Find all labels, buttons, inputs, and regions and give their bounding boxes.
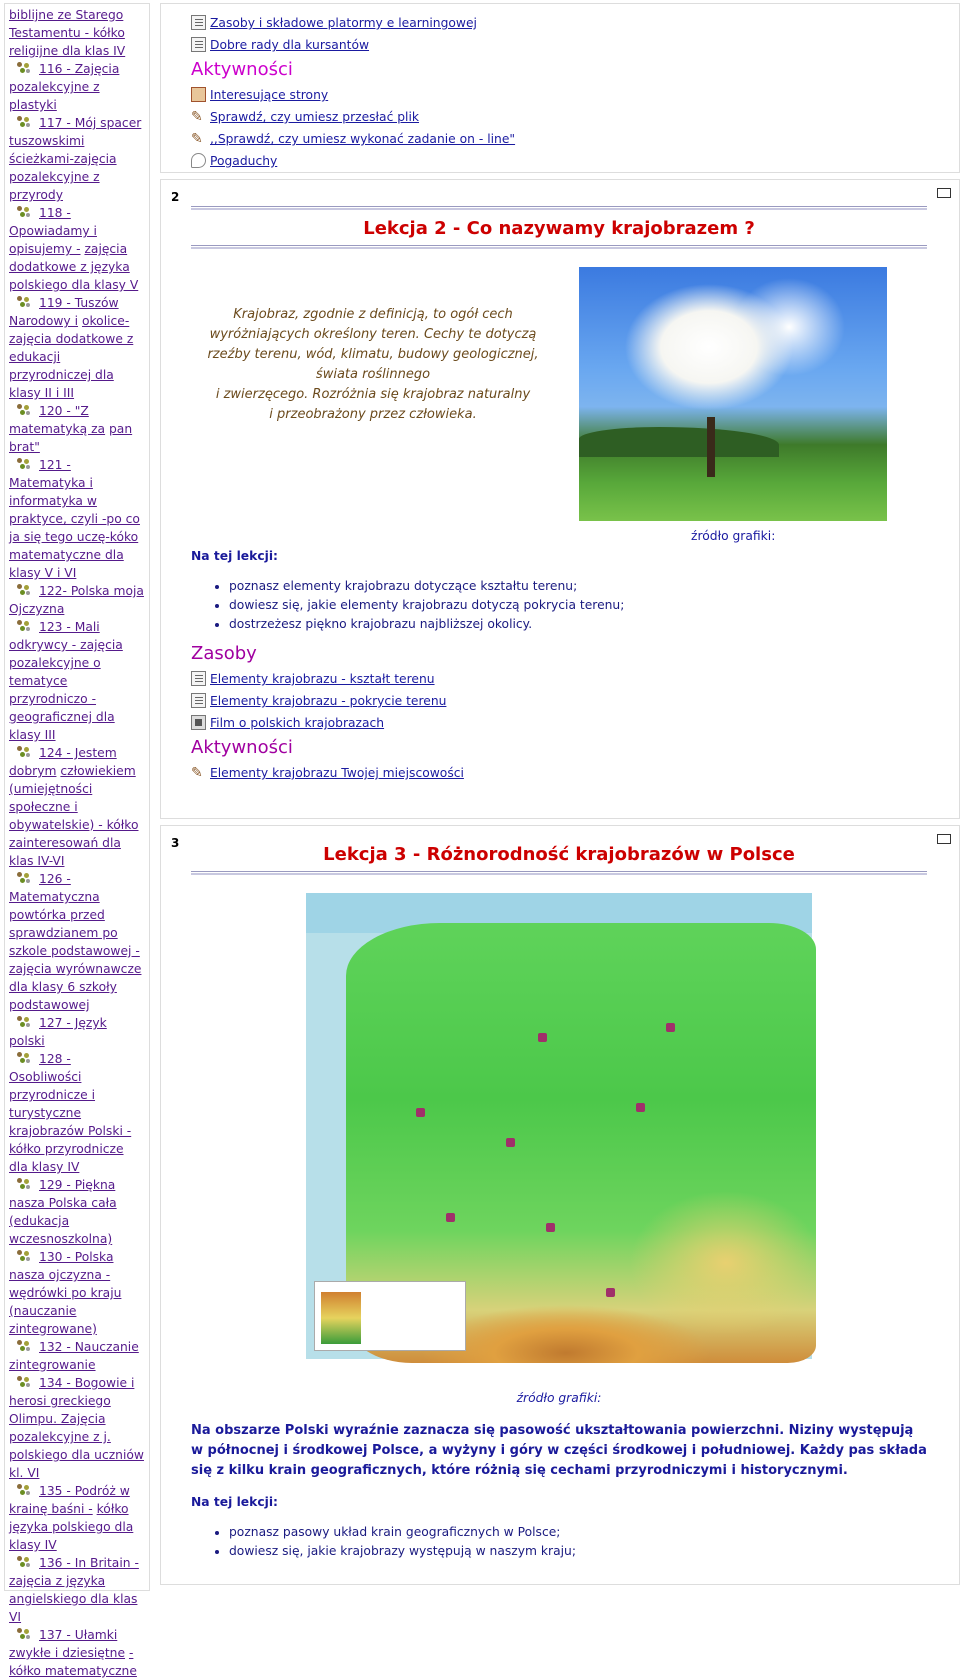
intro-line: rzeźby terenu, wód, klimatu, budowy geologicznej, [207,347,539,362]
course-icon [17,1556,31,1568]
course-link[interactable]: 132 - Nauczanie zintegrowanie [9,1340,139,1372]
document-icon [191,15,206,30]
main-content [160,3,960,1591]
course-link[interactable]: 129 - Piękna nasza Polska cała [9,1178,117,1210]
activity-label: Pogaduchy [210,154,278,168]
course-icon [17,1016,31,1028]
course-link-continued[interactable]: - kółko matematyczne [9,1646,137,1678]
intro-line: wyróżniających określony teren. Cechy te dotyczą [209,327,537,342]
course-icon [17,1628,31,1640]
section-number: 2 [171,190,180,204]
course-item [9,744,145,870]
course-item [9,1338,145,1374]
lesson-title: Lekcja 3 - Różnorodność krajobrazów w Polsce [323,844,795,865]
course-icon [17,1484,31,1496]
course-item [9,1050,145,1176]
course-link[interactable]: 123 - Mali odkrywcy - zajęcia [9,620,123,652]
course-icon [17,458,31,470]
course-link-continued[interactable]: kółko języka polskiego dla klasy IV [9,1502,134,1552]
poland-map [191,893,927,1359]
activity-label: Elementy krajobrazu Twojej miejscowości [210,766,464,780]
divider [191,871,927,875]
resources-heading: Zasoby [191,643,257,664]
source-info [691,529,775,543]
course-link-continued[interactable]: Olimpu. Zajęcia pozalekcyjne z j. polskiego dla uczniów kl. VI [9,1412,144,1480]
course-link[interactable]: 116 - Zajęcia pozalekcyjne z [9,62,120,94]
course-item [9,402,145,456]
lesson-intro [191,267,555,523]
course-icon [17,116,31,128]
course-item [9,114,145,204]
activity-link[interactable] [191,84,927,106]
section-number: 3 [171,836,180,850]
chat-icon [191,153,206,168]
course-list [9,60,145,1680]
course-icon [17,1340,31,1352]
course-link[interactable]: 122- Polska moja Ojczyzna [9,584,144,616]
lesson-description: Na obszarze Polski wyraźnie zaznacza się pasowość ukształtowania powierzchni. Niziny występują w północnej i środkowej Polsce, a wyżyny i góry w części środkowej i południowej. Każdy pas składa się z kilku krain geograficznych, które różnią się cechami przyrodniczymi i historycznymi. [191,1423,927,1478]
assignment-icon [191,109,206,124]
landscape-photo [579,267,887,523]
course-link-continued[interactable]: okolice-zajęcia dodatkowe z edukacji przyrodniczej dla klasy II i III [9,314,134,400]
course-link[interactable]: 119 - Tuszów Narodowy i [9,296,119,328]
section-1 [160,3,960,173]
course-link-continued[interactable]: angielskiego dla klas VI [9,1592,138,1624]
course-item [9,1248,145,1338]
course-link[interactable]: 120 - "Z matematyką za [9,404,106,436]
course-link[interactable]: 135 - Podróż w krainę baśni - [9,1484,130,1516]
image-source-link[interactable]: źródło grafiki: [516,1391,602,1405]
course-item [9,1374,145,1482]
resource-label: Elementy krajobrazu - kształt terenu [210,672,435,686]
activity-label: Interesujące strony [210,88,329,102]
highlight-toggle-icon[interactable] [937,834,951,844]
course-icon [17,1178,31,1190]
course-link-continued[interactable]: zajęcia dodatkowe z języka polskiego dla klasy V [9,242,139,292]
course-item [9,60,145,114]
section-3 [160,825,960,1585]
lesson-goals-list [191,1523,927,1561]
resource-link[interactable] [191,690,927,712]
course-link-continued[interactable]: praktyce, czyli -po co ja się tego uczę-kóko matematyczne dla klasy V i VI [9,512,140,580]
resource-link[interactable] [191,712,927,734]
course-icon [17,296,31,308]
course-item [9,1554,145,1626]
course-link-continued[interactable]: turystyczne krajobrazów Polski - kółko przyrodnicze dla klasy IV [9,1106,132,1174]
course-link[interactable]: 126 - Matematyczna [9,872,100,904]
list-item: • dowiesz się, jakie krajobrazy występują w naszym kraju; [229,1542,927,1561]
course-item [9,1482,145,1554]
course-item [9,456,145,582]
course-icon [17,620,31,632]
course-link-continued[interactable]: człowiekiem (umiejętności społeczne i obywatelskie) - kółko zainteresowań dla klas IV-VI [9,764,139,868]
film-icon [191,715,206,730]
activity-label: ,,Sprawdź, czy umiesz wykonać zadanie on - line" [210,132,516,146]
resource-label: Zasoby i składowe platormy e learningowej [210,16,477,30]
list-item: • dowiesz się, jakie elementy krajobrazu dotyczą pokrycia terenu; [229,596,927,615]
activity-link[interactable] [191,762,927,784]
course-icon [17,746,31,758]
course-link-continued[interactable]: wędrówki po kraju (nauczanie zintegrowane) [9,1286,122,1336]
intro-line: Krajobraz, zgodnie z definicją, to ogół cech [233,307,513,322]
lesson-goals-label: Na tej lekcji: [191,1495,278,1509]
course-icon [17,404,31,416]
course-icon [17,62,31,74]
document-icon [191,693,206,708]
course-list-sidebar [4,3,150,1678]
course-item [9,618,145,744]
intro-line: i przeobrażony przez człowieka. [269,407,477,422]
activity-label: Sprawdź, czy umiesz przesłać plik [210,110,420,124]
course-icon [17,1052,31,1064]
course-link-continued[interactable]: powtórka przed sprawdzianem po szkole podstawowej - zajęcia wyrównawcze dla klasy 6 szkoły podstawowej [9,908,142,1012]
course-link-continued[interactable]: plastyki [9,98,57,112]
course-item [9,1176,145,1248]
course-icon [17,872,31,884]
course-icon [17,1376,31,1388]
course-item [9,1014,145,1050]
list-item: • dostrzeżesz piękno krajobrazu najbliższej okolicy. [229,615,927,634]
course-link[interactable]: 117 - Mój spacer tuszowskimi [9,116,142,148]
resource-link[interactable] [191,668,927,690]
course-link[interactable]: 121 - Matematyka i informatyka w [9,458,97,508]
course-link-continued[interactable]: ścieżkami-zajęcia pozalekcyjne z przyrody [9,152,117,202]
list-item: • poznasz elementy krajobrazu dotyczące kształtu terenu; [229,577,927,596]
activities-heading: Aktywności [191,59,293,80]
lesson-title: Lekcja 2 - Co nazywamy krajobrazem ? [363,218,755,239]
resource-label: Film o polskich krajobrazach [210,716,385,730]
assignment-icon [191,131,206,146]
lesson-goals-label: Na tej lekcji: [191,549,278,563]
course-link-continued[interactable]: (edukacja wczesnoszkolna) [9,1214,113,1246]
highlight-toggle-icon[interactable] [937,188,951,198]
course-icon [17,584,31,596]
course-item [9,1626,145,1680]
course-link[interactable]: 134 - Bogowie i herosi greckiego [9,1376,135,1408]
course-link-continued[interactable]: pozalekcyjne o tematyce przyrodniczo - geograficznej dla klasy III [9,656,115,742]
course-link[interactable]: 137 - Ułamki zwykłe i dziesiętne [9,1628,126,1660]
assignment-icon [191,765,206,780]
activity-link[interactable] [191,128,927,150]
activities-heading: Aktywności [191,737,293,758]
course-icon [17,1250,31,1262]
course-link[interactable]: 130 - Polska nasza ojczyzna - [9,1250,114,1282]
map-legend [314,1281,466,1351]
source-suffix: : [771,529,776,543]
course-link[interactable]: 118 - Opowiadamy i opisujemy - [9,206,97,256]
course-link[interactable]: 127 - Język polski [9,1016,107,1048]
resource-label: Dobre rady dla kursantów [210,38,370,52]
course-link[interactable]: 136 - In Britain - zajęcia z języka [9,1556,139,1588]
intro-line: świata roślinnego [315,367,431,382]
intro-line: i zwierzęcego. Rozróżnia się krajobraz naturalny [215,387,531,402]
course-icon [17,206,31,218]
course-link-continued[interactable]: pan brat" [9,422,133,454]
image-source-link[interactable]: źródło grafiki [691,529,772,543]
document-icon [191,37,206,52]
course-link[interactable]: 124 - Jestem dobrym [9,746,117,778]
course-item [9,870,145,1014]
course-link-intro[interactable]: biblijne ze Starego Testamentu - kółko religijne dla klas IV [9,8,126,58]
course-item [9,582,145,618]
resource-link[interactable] [191,12,927,34]
divider [191,245,927,249]
resource-label: Elementy krajobrazu - pokrycie terenu [210,694,447,708]
lesson-goals-list [191,577,927,634]
book-icon [191,87,206,102]
course-item [9,294,145,402]
activity-link[interactable] [191,150,927,172]
section-2 [160,179,960,819]
course-link[interactable]: 128 - Osobliwości przyrodnicze i [9,1052,96,1102]
resource-link[interactable] [191,34,927,56]
activity-link[interactable] [191,106,927,128]
divider [191,206,927,210]
course-item [9,204,145,294]
document-icon [191,671,206,686]
list-item: • poznasz pasowy układ krain geograficznych w Polsce; [229,1523,927,1542]
